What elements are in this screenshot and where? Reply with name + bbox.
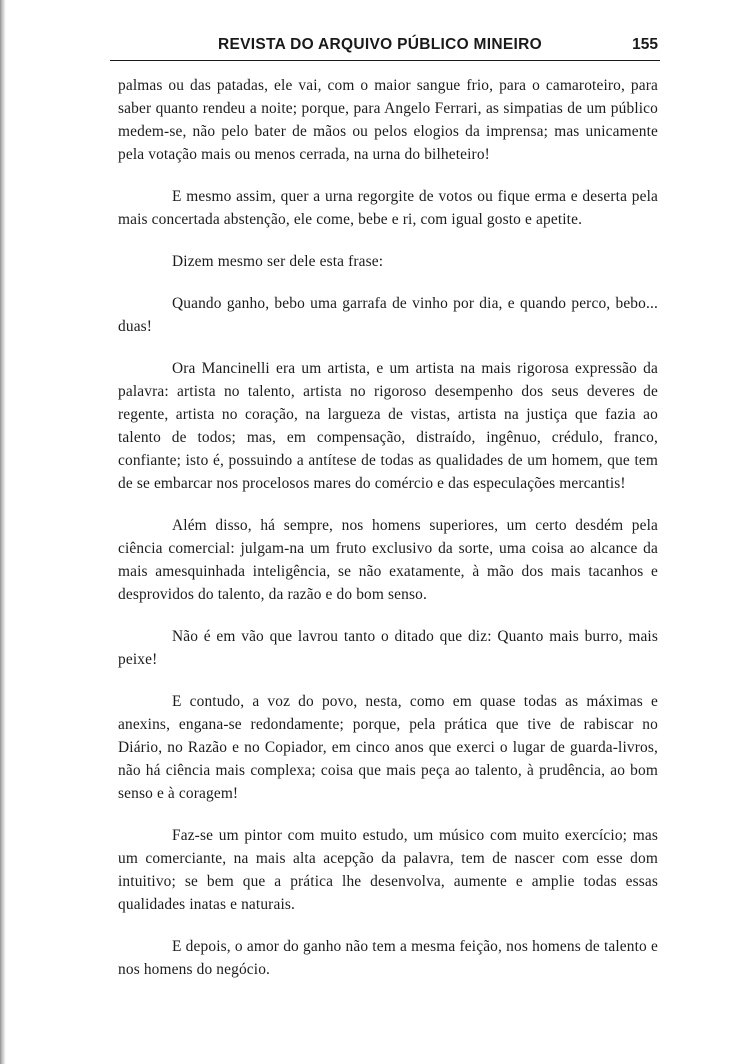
paragraph-3: Dizem mesmo ser dele esta frase: — [172, 253, 384, 270]
page-header — [110, 34, 660, 61]
paragraph-6: Além disso, há sempre, nos homens superiores, um certo desdém pela ciência comercial: julgam-na um fruto exclusivo da sorte, uma coisa ao alcance da mais amesquinhada inteligência, se não exatamente, à mão dos mais tacanhos e desprovidos do talento, da razão e do bom senso. — [118, 517, 658, 603]
body-text — [118, 74, 658, 1000]
page-number: 155 — [632, 36, 658, 53]
paragraph-10: E depois, o amor do ganho não tem a mesma feição, nos homens de talento e nos homens do negócio. — [118, 938, 658, 978]
running-title: REVISTA DO ARQUIVO PÚBLICO MINEIRO — [218, 36, 542, 53]
paragraph-1: palmas ou das patadas, ele vai, com o maior sangue frio, para o camaroteiro, para saber quanto rendeu a noite; porque, para Angelo Ferrari, as simpatias de um público medem-se, não pelo bater de mãos ou pelos elogios da imprensa; mas unicamente pela votação mais ou menos cerrada, na urna do bilheteiro! — [118, 77, 658, 163]
paragraph-8: E contudo, a voz do povo, nesta, como em quase todas as máximas e anexins, engana-se redondamente; porque, pela prática que tive de rabiscar no Diário, no Razão e no Copiador, em cinco anos que exerci o lugar de guarda-livros, não há ciência mais complexa; coisa que mais peça ao talento, à prudência, ao bom senso e à coragem! — [118, 693, 658, 802]
paragraph-2: E mesmo assim, quer a urna regorgite de votos ou fique erma e deserta pela mais concertada abstenção, ele come, bebe e ri, com igual gosto e apetite. — [118, 188, 658, 228]
paragraph-7: Não é em vão que lavrou tanto o ditado que diz: Quanto mais burro, mais peixe! — [118, 628, 658, 668]
page-binding-edge — [0, 0, 6, 1064]
paragraph-5: Ora Mancinelli era um artista, e um artista na mais rigorosa expressão da palavra: artista no talento, artista no rigoroso desempenho dos seus deveres de regente, artista no coração, na largueza de vistas, artista na justiça que fazia ao talento de todos; mas, em compensação, distraído, ingênuo, crédulo, franco, confiante; isto é, possuindo a antítese de todas as qualidades de um homem, que tem de se embarcar nos procelosos mares do comércio e das especulações mercantis! — [118, 360, 658, 492]
paragraph-9: Faz-se um pintor com muito estudo, um músico com muito exercício; mas um comerciante, na mais alta acepção da palavra, tem de nascer com esse dom intuitivo; se bem que a prática lhe desenvolva, aumente e amplie todas essas qualidades inatas e naturais. — [118, 827, 658, 913]
paragraph-4: Quando ganho, bebo uma garrafa de vinho por dia, e quando perco, bebo... duas! — [118, 295, 658, 335]
